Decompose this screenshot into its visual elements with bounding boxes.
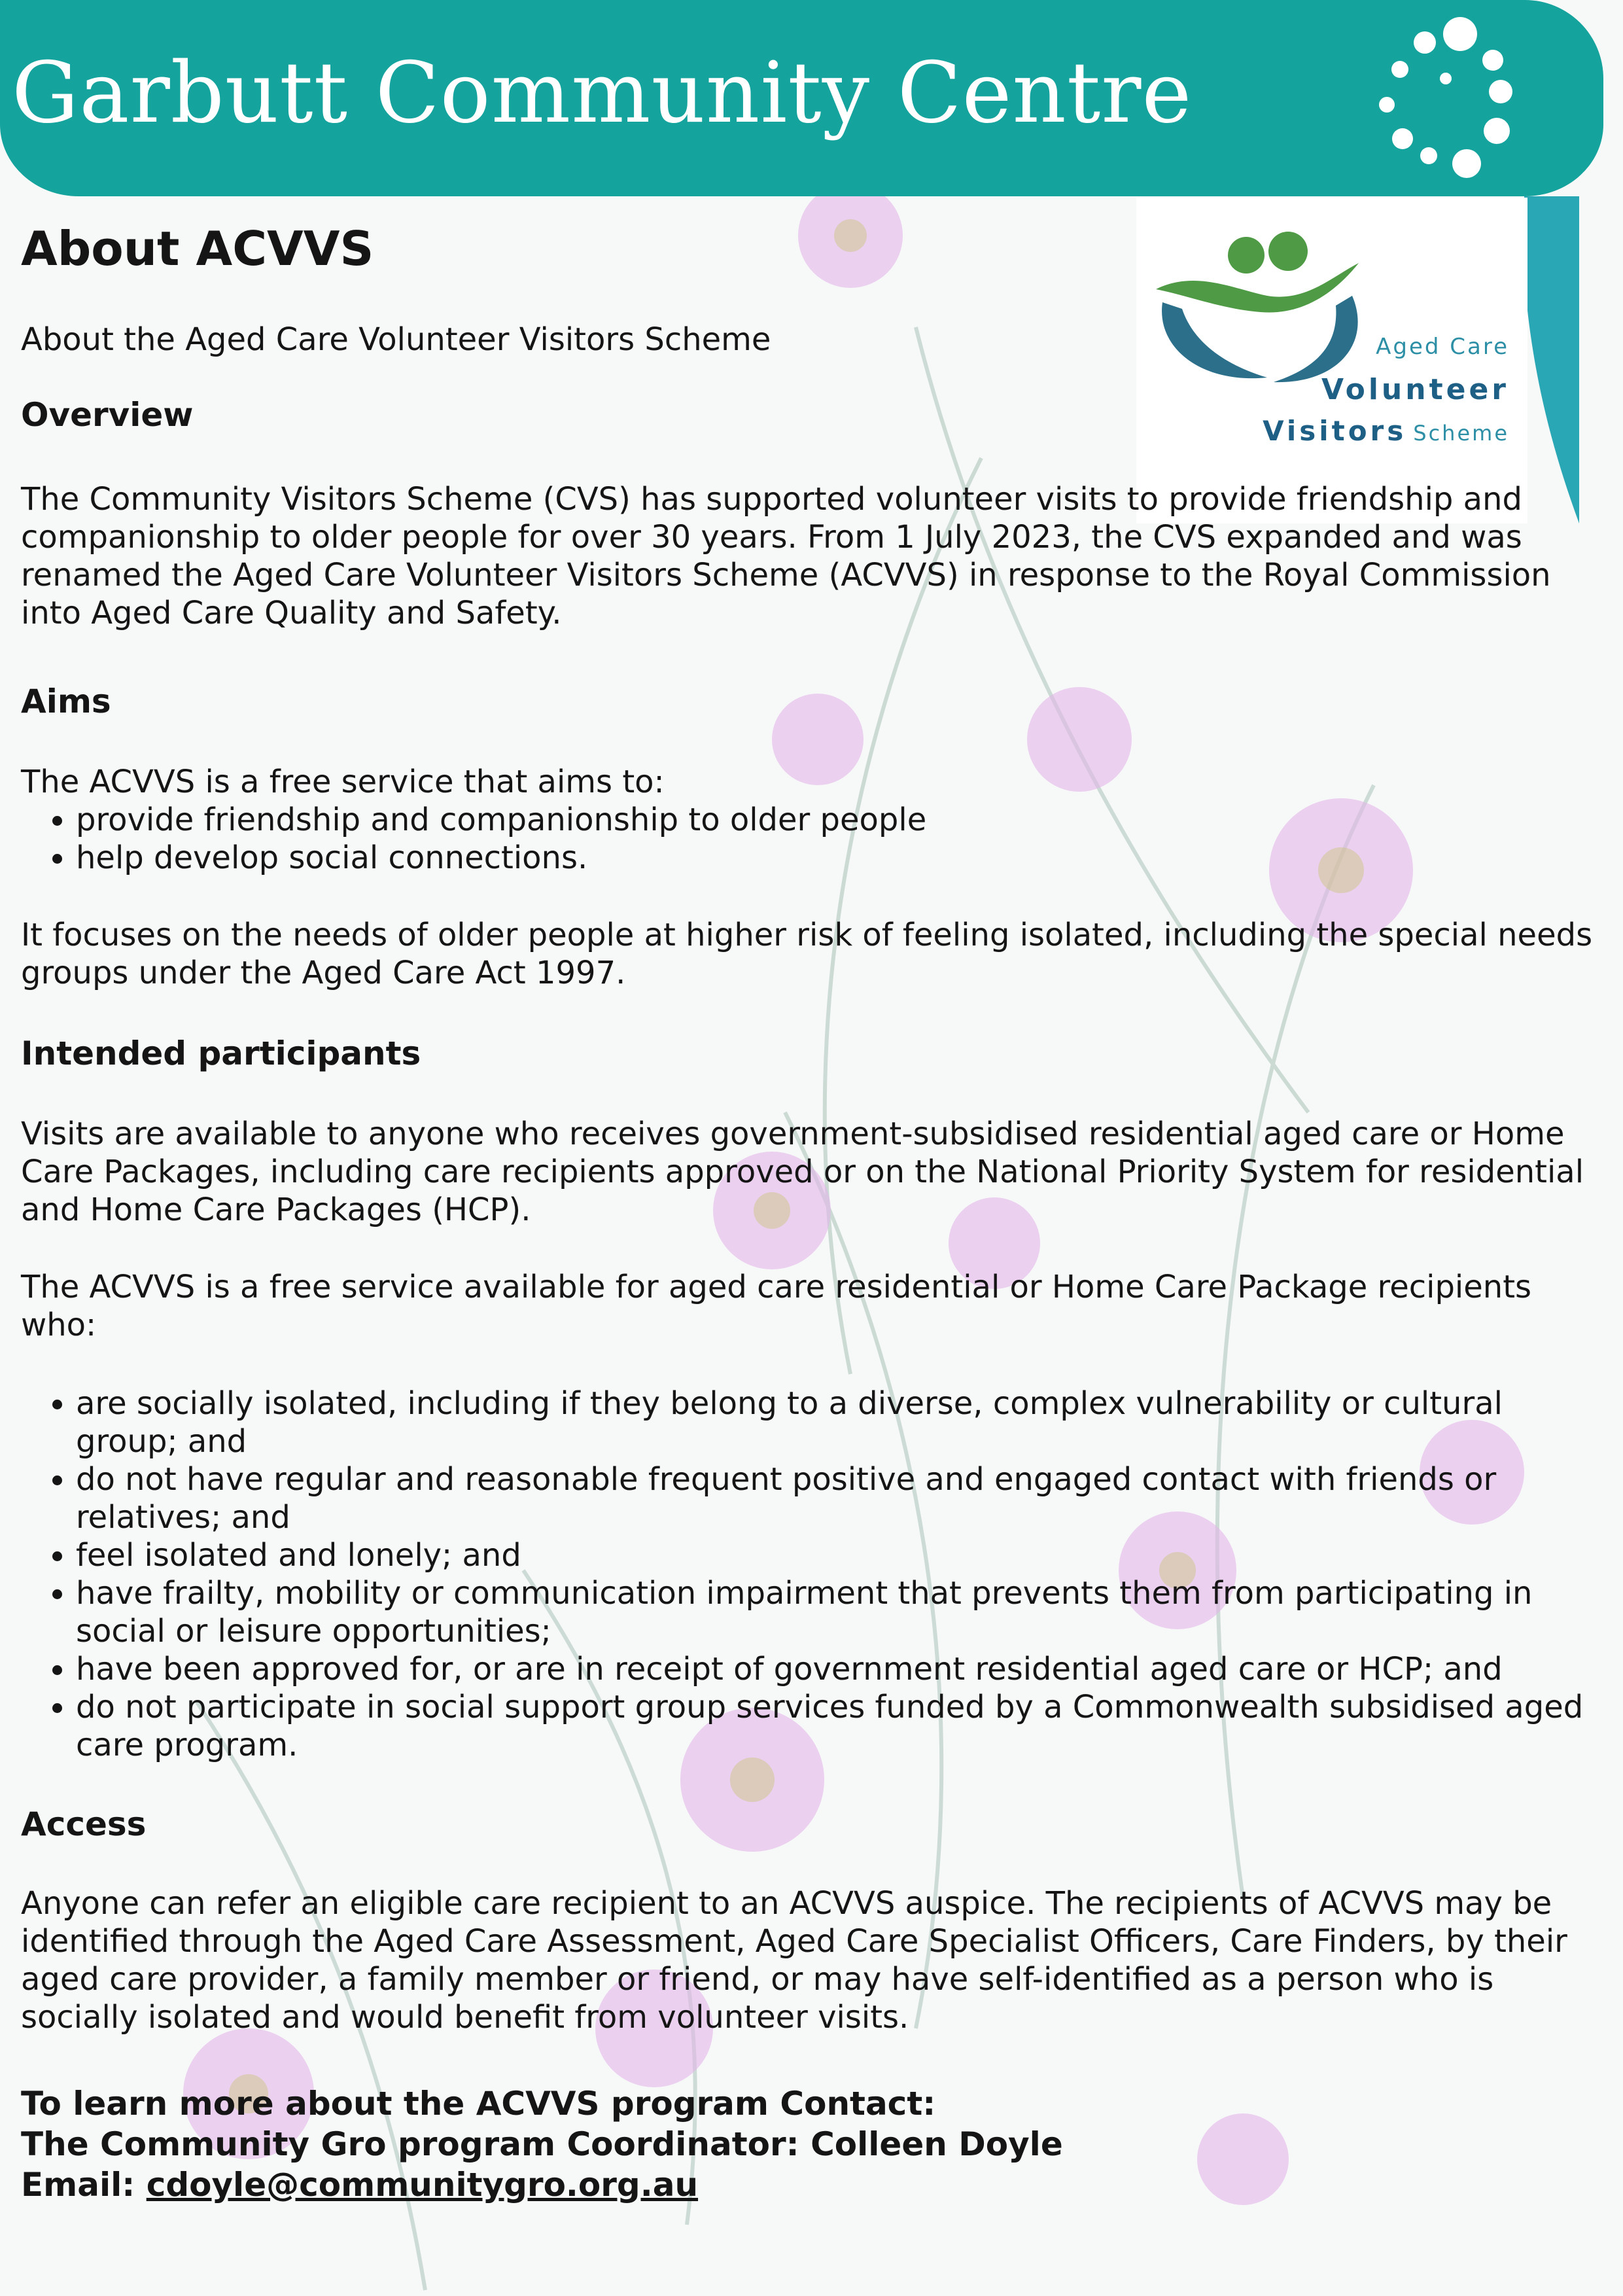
page-title: About ACVVS bbox=[21, 221, 374, 276]
organization-title: Garbutt Community Centre bbox=[12, 44, 1193, 142]
email-link[interactable]: cdoyle@communitygro.org.au bbox=[146, 2166, 699, 2204]
list-item: • have frailty, mobility or communication impairment that prevents them from participating in social or leisure opportunities; bbox=[76, 1574, 1604, 1650]
aims-focus-text: It focuses on the needs of older people at higher risk of feeling isolated, including the special needs groups under the Aged Care Act 1997. bbox=[21, 917, 1593, 991]
aims-intro: The ACVVS is a free service that aims to: bbox=[21, 764, 665, 800]
participants-text-2: The ACVVS is a free service available for aged care residential or Home Care Package recipients who: bbox=[21, 1269, 1532, 1343]
access-text: Anyone can refer an eligible care recipient to an ACVVS auspice. The recipients of ACVVS may be identified through the Aged Care Assessment, Aged Care Specialist Officers, Care Finders, by their aged care provider, a family member or friend, or may have self-identified as a person who is socially isolated and would benefit from volunteer visits. bbox=[21, 1885, 1567, 2036]
participants-heading: Intended participants bbox=[21, 1034, 421, 1072]
aims-list bbox=[21, 801, 1604, 877]
page-subtitle: About the Aged Care Volunteer Visitors Scheme bbox=[21, 321, 771, 358]
contact-block bbox=[21, 2083, 1604, 2205]
dots-ring-icon bbox=[1348, 7, 1544, 196]
list-item: • provide friendship and companionship to older people bbox=[76, 801, 1604, 839]
list-item: • help develop social connections. bbox=[76, 839, 1604, 877]
contact-line-2: The Community Gro program Coordinator: Colleen Doyle bbox=[21, 2125, 1063, 2163]
email-label: Email: bbox=[21, 2166, 147, 2204]
participants-criteria-list bbox=[21, 1385, 1604, 1764]
aims-heading: Aims bbox=[21, 682, 111, 720]
list-item: • have been approved for, or are in receipt of government residential aged care or HCP; and bbox=[76, 1650, 1604, 1688]
contact-line-1: To learn more about the ACVVS program Contact: bbox=[21, 2085, 936, 2123]
list-item: • do not have regular and reasonable frequent positive and engaged contact with friends or relatives; and bbox=[76, 1460, 1604, 1536]
contact-email-line bbox=[21, 2164, 1604, 2205]
logo-line-volunteer: Volunteer bbox=[1321, 373, 1509, 406]
main-content bbox=[21, 222, 1604, 2205]
participants-text-1: Visits are available to anyone who receives government-subsidised residential aged care or Home Care Packages, including care recipients approved or on the National Priority System for residential and Home Care Packages (HCP). bbox=[21, 1116, 1584, 1228]
overview-text: The Community Visitors Scheme (CVS) has supported volunteer visits to provide friendship and companionship to older people for over 30 years. From 1 July 2023, the CVS expanded and was renamed the Aged Care Volunteer Visitors Scheme (ACVVS) in response to the Royal Commission into Aged Care Quality and Safety. bbox=[21, 481, 1551, 631]
list-item: • are socially isolated, including if they belong to a diverse, complex vulnerability or cultural group; and bbox=[76, 1385, 1604, 1460]
list-item: • do not participate in social support group services funded by a Commonwealth subsidised aged care program. bbox=[76, 1688, 1604, 1764]
header-banner bbox=[0, 0, 1603, 196]
access-heading: Access bbox=[21, 1805, 147, 1843]
list-item: • feel isolated and lonely; and bbox=[76, 1536, 1604, 1574]
logo-visitors-text: Visitors bbox=[1263, 415, 1407, 447]
logo-scheme-text: Scheme bbox=[1413, 421, 1509, 446]
overview-heading: Overview bbox=[21, 396, 194, 434]
logo-line-aged-care: Aged Care bbox=[1376, 334, 1509, 360]
